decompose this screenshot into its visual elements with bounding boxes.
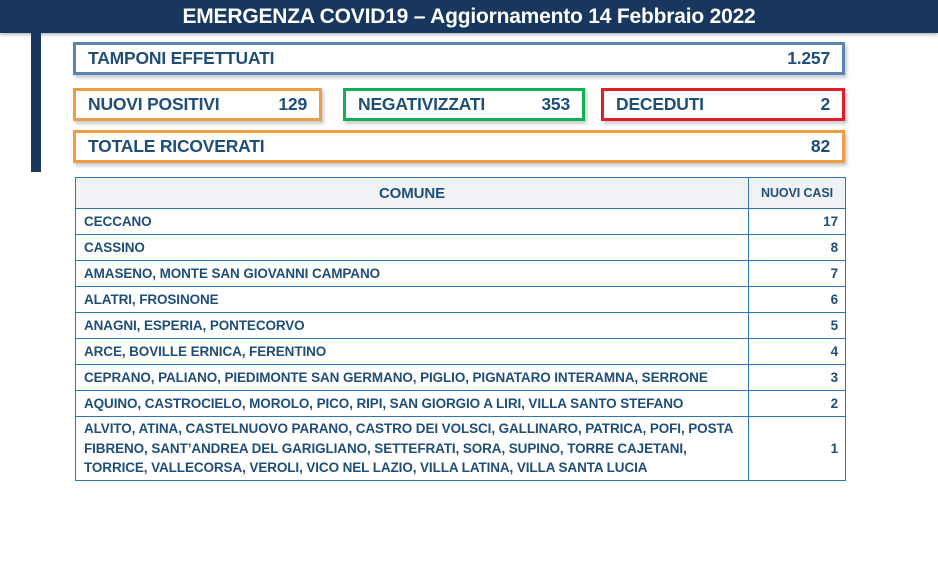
comune-cell: CECCANO [76,209,749,235]
totale-ricoverati-value: 82 [810,136,830,156]
nuovi-casi-cell: 5 [749,313,846,339]
table-row [76,287,846,313]
table-header-row [76,178,846,209]
comuni-table [75,177,846,481]
nuovi-casi-cell: 7 [749,261,846,287]
table-row [76,339,846,365]
negativizzati-label: NEGATIVIZZATI [358,94,486,114]
comune-cell: ALVITO, ATINA, CASTELNUOVO PARANO, CASTRO DEI VOLSCI, GALLINARO, PATRICA, POFI, POSTA FIBRENO, SANT’ANDREA DEL GARIGLIANO, SETTEFRATI, SORA, SUPINO, TORRE CAJETANI, TORRICE, VALLECORSA, VEROLI, VICO NEL LAZIO, VILLA LATINA, VILLA SANTA LUCIA [76,417,749,481]
comune-cell: ANAGNI, ESPERIA, PONTECORVO [76,313,749,339]
nuovi-positivi-value: 129 [278,94,307,114]
nuovi-positivi-label: NUOVI POSITIVI [88,94,220,114]
nuovi-casi-cell: 3 [749,365,846,391]
nuovi-casi-cell: 8 [749,235,846,261]
column-header-nuovi-casi: NUOVI CASI [749,178,846,209]
tamponi-value: 1.257 [787,48,830,68]
page-title: EMERGENZA COVID19 – Aggiornamento 14 Febbraio 2022 [182,4,756,28]
stat-box-totale-ricoverati [73,130,845,163]
stat-box-negativizzati [343,88,585,121]
nuovi-casi-cell: 1 [749,417,846,481]
table-row [76,261,846,287]
stat-box-deceduti [601,88,845,121]
left-accent-strip [31,33,41,172]
header-banner [0,0,938,33]
table-row [76,365,846,391]
comune-cell: CASSINO [76,235,749,261]
nuovi-casi-cell: 6 [749,287,846,313]
table-row [76,417,846,481]
nuovi-casi-cell: 4 [749,339,846,365]
nuovi-casi-cell: 17 [749,209,846,235]
deceduti-value: 2 [820,94,830,114]
negativizzati-value: 353 [541,94,570,114]
comune-cell: AMASENO, MONTE SAN GIOVANNI CAMPANO [76,261,749,287]
nuovi-casi-cell: 2 [749,391,846,417]
comune-cell: CEPRANO, PALIANO, PIEDIMONTE SAN GERMANO, PIGLIO, PIGNATARO INTERAMNA, SERRONE [76,365,749,391]
table-row [76,209,846,235]
tamponi-label: TAMPONI EFFETTUATI [88,48,275,68]
comune-cell: ARCE, BOVILLE ERNICA, FERENTINO [76,339,749,365]
stat-box-tamponi [73,42,845,75]
totale-ricoverati-label: TOTALE RICOVERATI [88,136,265,156]
comune-cell: AQUINO, CASTROCIELO, MOROLO, PICO, RIPI, SAN GIORGIO A LIRI, VILLA SANTO STEFANO [76,391,749,417]
comune-cell: ALATRI, FROSINONE [76,287,749,313]
table-row [76,391,846,417]
column-header-comune: COMUNE [76,178,749,209]
table-row [76,313,846,339]
table-row [76,235,846,261]
deceduti-label: DECEDUTI [616,94,704,114]
stat-box-nuovi-positivi [73,88,322,121]
